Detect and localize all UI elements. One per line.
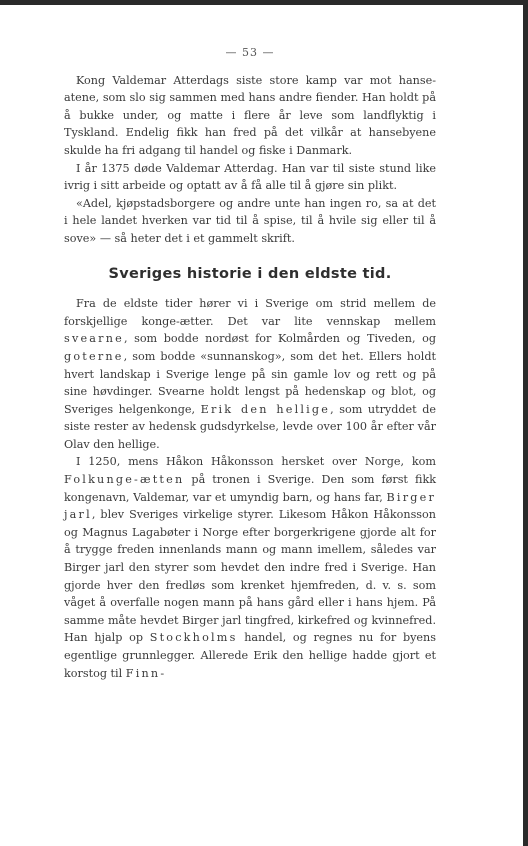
paragraph-konge-aetter bbox=[64, 295, 436, 453]
text-run: på tronen i Sverige. Den som først fikk kongenavn, Valdemar, var et umyndig barn, og hans far, bbox=[64, 473, 436, 504]
emphasis-finn: Finn- bbox=[125, 666, 167, 680]
text-run: handel, og regnes nu for byens egentlige grunnlegger. Allerede Erik den hellige hadde gjort et korstog til bbox=[64, 631, 436, 680]
top-border bbox=[0, 0, 528, 5]
emphasis-folkunge: Folkunge-ætten bbox=[64, 473, 185, 487]
text-run: , som bodde «sunnanskog», som det het. Ellers holdt hvert landskap i Sverige lenge på sin gamle lov og rett og på sine høvdinger. Svearne holdt lengst på hedenskap og blot, og Sveriges helgenkonge, bbox=[64, 349, 436, 416]
right-border bbox=[523, 0, 528, 846]
emphasis-stockholms: Stockholms bbox=[149, 631, 238, 645]
book-page bbox=[64, 44, 436, 682]
paragraph-valdemar-hanse: Kong Valdemar Atterdags siste store kamp var mot hanseatene, som slo sig sammen med hans andre fiender. Han holdt på å bukke under, og matte i flere år leve som landflyktig i Tyskland. Endelig fikk han fred på det vilkår at hansebyene skulde ha fri adgang til handel og fiske i Danmark. bbox=[64, 73, 436, 157]
emphasis-birger: Birger jarl bbox=[64, 490, 436, 522]
section-title: Sveriges historie i den eldste tid. bbox=[108, 265, 392, 282]
emphasis-svearne: svearne bbox=[64, 332, 124, 346]
text-run: , blev Sveriges virkelige styrer. Likesom Håkon Håkonsson og Magnus Lagabøter i Norge efter borgerkrigene gjorde alt for å trygge freden innenlands mann og mann imellem, således var Birger jarl den styrer som hevdet den indre fred i Sverige. Han gjorde hver den fredløs som krenket hjemfreden, d. v. s. som våget å overfalle nogen mann på hans gård eller i hans hjem. På samme måte hevdet Birger jarl tingfred, kirkefred og kvinnefred. Han hjalp op bbox=[64, 508, 436, 645]
text-run: , som bodde nordøst for Kolmården og Tiveden, og bbox=[123, 332, 436, 346]
text-run: , som utryddet de siste rester av hedensk gudsdyrkelse, levde over 100 år efter vår Olav den hellige. bbox=[64, 402, 437, 451]
text-run: I 1250, mens Håkon Håkonsson hersket over Norge, kom bbox=[76, 455, 436, 469]
emphasis-erik: Erik den hellige bbox=[200, 402, 331, 416]
paragraph-quote: «Adel, kjøpstadsborgere og andre unte han ingen ro, sa at det i hele landet hverken var tid til å spise, til å hvile sig eller til å sove» — så heter det i et gammelt skrift. bbox=[64, 196, 436, 245]
emphasis-goterne: goterne bbox=[64, 349, 124, 363]
page-number: — 53 — bbox=[225, 46, 275, 59]
paragraph-folkunge bbox=[64, 453, 436, 682]
text-run: Fra de eldste tider hører vi i Sverige om strid mellem de forskjellige konge-ætter. Det var lite vennskap mellem bbox=[64, 297, 436, 328]
paragraph-valdemar-death: I år 1375 døde Valdemar Atterdag. Han var til siste stund like ivrig i sitt arbeide og optatt av å få alle til å gjøre sin plikt. bbox=[64, 161, 436, 193]
